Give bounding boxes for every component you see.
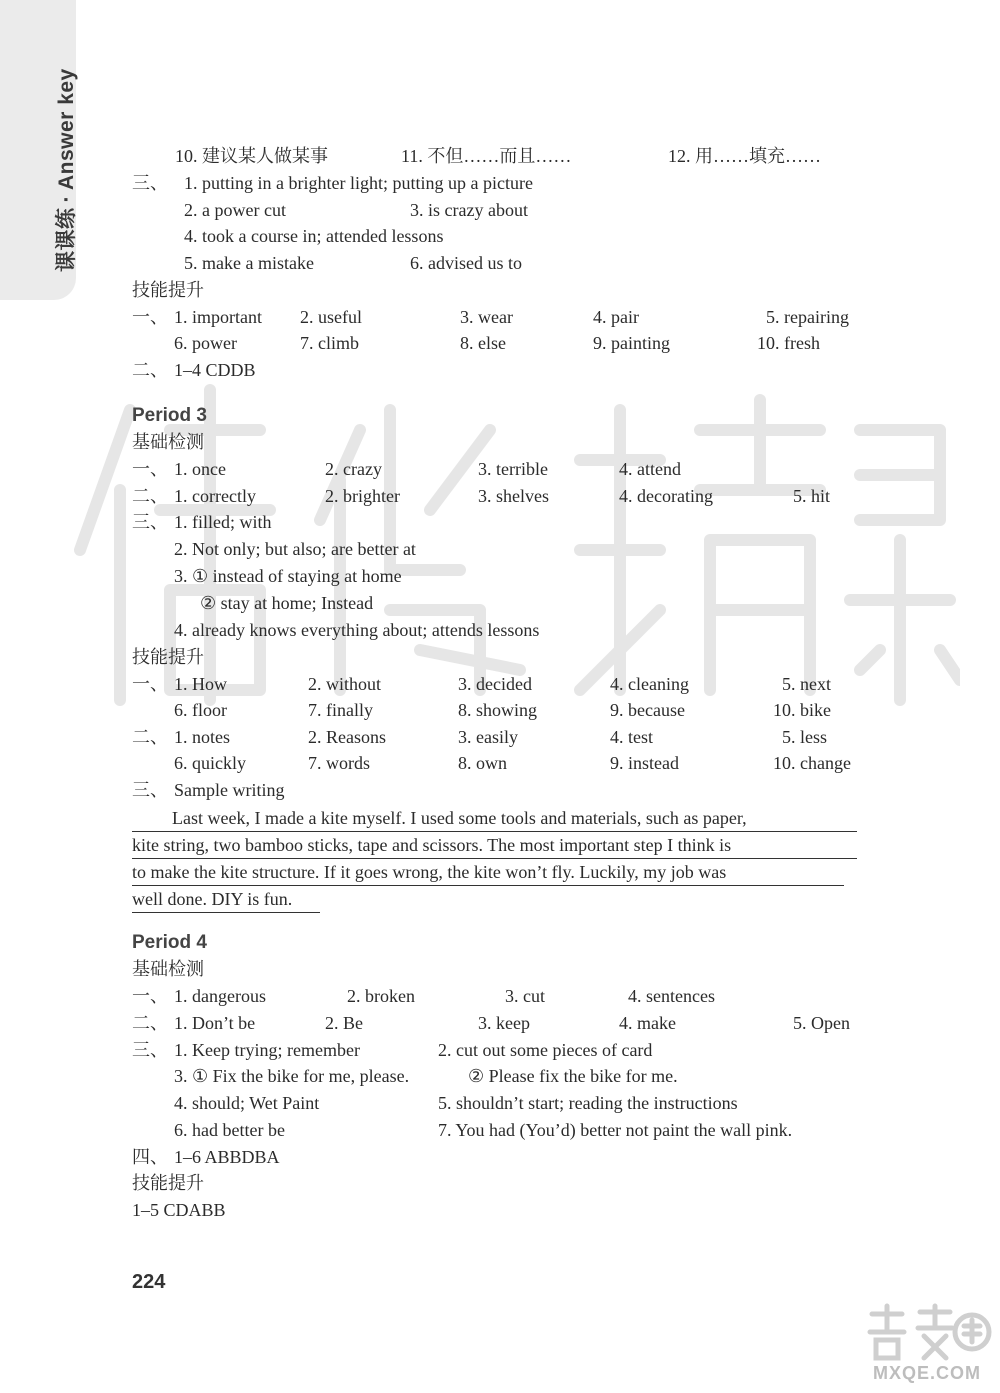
answer-item: 6. floor xyxy=(174,700,227,720)
subsection-heading: 技能提升 xyxy=(132,647,204,667)
answer-item: 1–4 CDDB xyxy=(174,360,256,380)
answer-item: 6. had better be xyxy=(174,1120,285,1140)
answer-item: 3. cut xyxy=(505,986,545,1006)
answer-item: 1. How xyxy=(174,674,227,694)
answer-item: 3. wear xyxy=(460,307,513,327)
section-label: 二、 xyxy=(132,360,168,380)
side-tab-label xyxy=(50,68,80,272)
answer-item: 4. make xyxy=(619,1013,676,1033)
page-number: 224 xyxy=(132,1271,166,1293)
section-label: 三、 xyxy=(132,1040,168,1060)
answer-item: 6. quickly xyxy=(174,753,246,773)
subsection-heading: 技能提升 xyxy=(132,1173,204,1193)
answer-item: 4. already knows everything about; attends lessons xyxy=(174,620,540,640)
answer-item: 5. Open xyxy=(793,1013,850,1033)
period-3-title: Period 3 xyxy=(132,405,207,426)
answer-item: 1–6 ABBDBA xyxy=(174,1147,280,1167)
period-4-title: Period 4 xyxy=(132,932,207,953)
side-tab-sep: · xyxy=(55,195,78,203)
section-label: 三、 xyxy=(132,173,168,193)
answer-item: 3. terrible xyxy=(478,459,548,479)
section-label: 一、 xyxy=(132,459,168,479)
section-label: 四、 xyxy=(132,1147,168,1167)
top-item-10: 10. 建议某人做某事 xyxy=(175,146,328,166)
answer-item: 2. broken xyxy=(347,986,415,1006)
answer-item: 2. without xyxy=(308,674,382,694)
writing-line: well done. DIY is fun. xyxy=(132,886,320,913)
answer-item: 10. change xyxy=(773,753,851,773)
answer-item: ② Please fix the bike for me. xyxy=(468,1066,678,1086)
answer-item: 1. dangerous xyxy=(174,986,266,1006)
answer-item: 3. easily xyxy=(458,727,518,747)
sample-writing-heading: Sample writing xyxy=(174,780,285,800)
answer-item: 5. next xyxy=(782,674,831,694)
answer-item: 4. took a course in; attended lessons xyxy=(184,226,444,246)
answer-item: 2. Be xyxy=(325,1013,363,1033)
answer-item: 3. ① Fix the bike for me, please. xyxy=(174,1066,410,1086)
answer-item: 1. notes xyxy=(174,727,230,747)
subsection-heading: 基础检测 xyxy=(132,432,204,452)
answer-item: 9. because xyxy=(610,700,685,720)
answer-item: 2. useful xyxy=(300,307,362,327)
answer-item: 3. is crazy about xyxy=(410,200,528,220)
answer-item: 2. brighter xyxy=(325,486,400,506)
answer-item: 10. bike xyxy=(773,700,831,720)
answer-item: 7. climb xyxy=(300,333,359,353)
answer-item: 8. else xyxy=(460,333,506,353)
answer-item: 2. a power cut xyxy=(184,200,286,220)
answer-item: 2. Reasons xyxy=(308,727,386,747)
answer-item: 5. make a mistake xyxy=(184,253,314,273)
section-label: 一、 xyxy=(132,674,168,694)
section-label: 三、 xyxy=(132,512,168,532)
writing-line: Last week, I made a kite myself. I used some tools and materials, such as paper, xyxy=(132,805,857,832)
answer-item: 4. attend xyxy=(619,459,681,479)
answer-item: 8. own xyxy=(458,753,507,773)
answer-item: 4. pair xyxy=(593,307,639,327)
answer-item: 8. showing xyxy=(458,700,538,720)
side-tab-cn: 课课练 xyxy=(55,207,78,272)
answer-item: 6. power xyxy=(174,333,237,353)
top-item-11: 11. 不但……而且…… xyxy=(401,146,572,166)
answer-item: 4. cleaning xyxy=(610,674,689,694)
answer-item: 1–5 CDABB xyxy=(132,1200,226,1220)
section-label: 一、 xyxy=(132,307,168,327)
answer-item: 2. crazy xyxy=(325,459,382,479)
top-item-12: 12. 用……填充…… xyxy=(668,146,821,166)
section-label: 二、 xyxy=(132,1013,168,1033)
answer-item: 9. instead xyxy=(610,753,679,773)
answer-item: 9. painting xyxy=(593,333,670,353)
section-label: 二、 xyxy=(132,727,168,747)
answer-item: 4. decorating xyxy=(619,486,713,506)
answer-item: 10. fresh xyxy=(757,333,820,353)
answer-item: 6. advised us to xyxy=(410,253,522,273)
section-label: 二、 xyxy=(132,486,168,506)
answer-item: 5. shouldn’t start; reading the instructions xyxy=(438,1093,738,1113)
answer-item: 2. Not only; but also; are better at xyxy=(174,539,416,559)
answer-item: 1. Keep trying; remember xyxy=(174,1040,360,1060)
watermark-logo xyxy=(862,1302,992,1386)
subsection-heading: 技能提升 xyxy=(132,280,204,300)
answer-item: 3. ① instead of staying at home xyxy=(174,566,402,586)
answer-item: 1. correctly xyxy=(174,486,256,506)
answer-item: 3. decided xyxy=(458,674,532,694)
section-label: 一、 xyxy=(132,986,168,1006)
answer-item: 1. once xyxy=(174,459,226,479)
answer-item: 7. You had (You’d) better not paint the wall pink. xyxy=(438,1120,793,1140)
answer-item: 5. less xyxy=(782,727,827,747)
answer-item: 2. cut out some pieces of card xyxy=(438,1040,653,1060)
answer-item: 4. test xyxy=(610,727,653,747)
writing-line: to make the kite structure. If it goes wrong, the kite won’t fly. Luckily, my job was xyxy=(132,859,844,886)
answer-item: 5. repairing xyxy=(766,307,849,327)
answer-item: 5. hit xyxy=(793,486,831,506)
subsection-heading: 基础检测 xyxy=(132,959,204,979)
answer-item: 3. shelves xyxy=(478,486,549,506)
answer-item: 7. words xyxy=(308,753,370,773)
answer-item: 1. Don’t be xyxy=(174,1013,256,1033)
section-label: 三、 xyxy=(132,780,168,800)
answer-item: 4. sentences xyxy=(628,986,715,1006)
side-tab-en: Answer key xyxy=(55,68,78,190)
logo-text: MXQE.COM xyxy=(872,1363,981,1383)
answer-item: ② stay at home; Instead xyxy=(200,593,374,613)
writing-line: kite string, two bamboo sticks, tape and scissors. The most important step I think is xyxy=(132,832,857,859)
sample-writing-passage xyxy=(132,805,864,913)
answer-item: 4. should; Wet Paint xyxy=(174,1093,320,1113)
answer-item: 1. filled; with xyxy=(174,512,272,532)
answer-item: 7. finally xyxy=(308,700,373,720)
answer-item: 3. keep xyxy=(478,1013,530,1033)
answer-item: 1. putting in a brighter light; putting up a picture xyxy=(184,173,533,193)
logo-icon xyxy=(862,1302,992,1364)
answer-item: 1. important xyxy=(174,307,262,327)
